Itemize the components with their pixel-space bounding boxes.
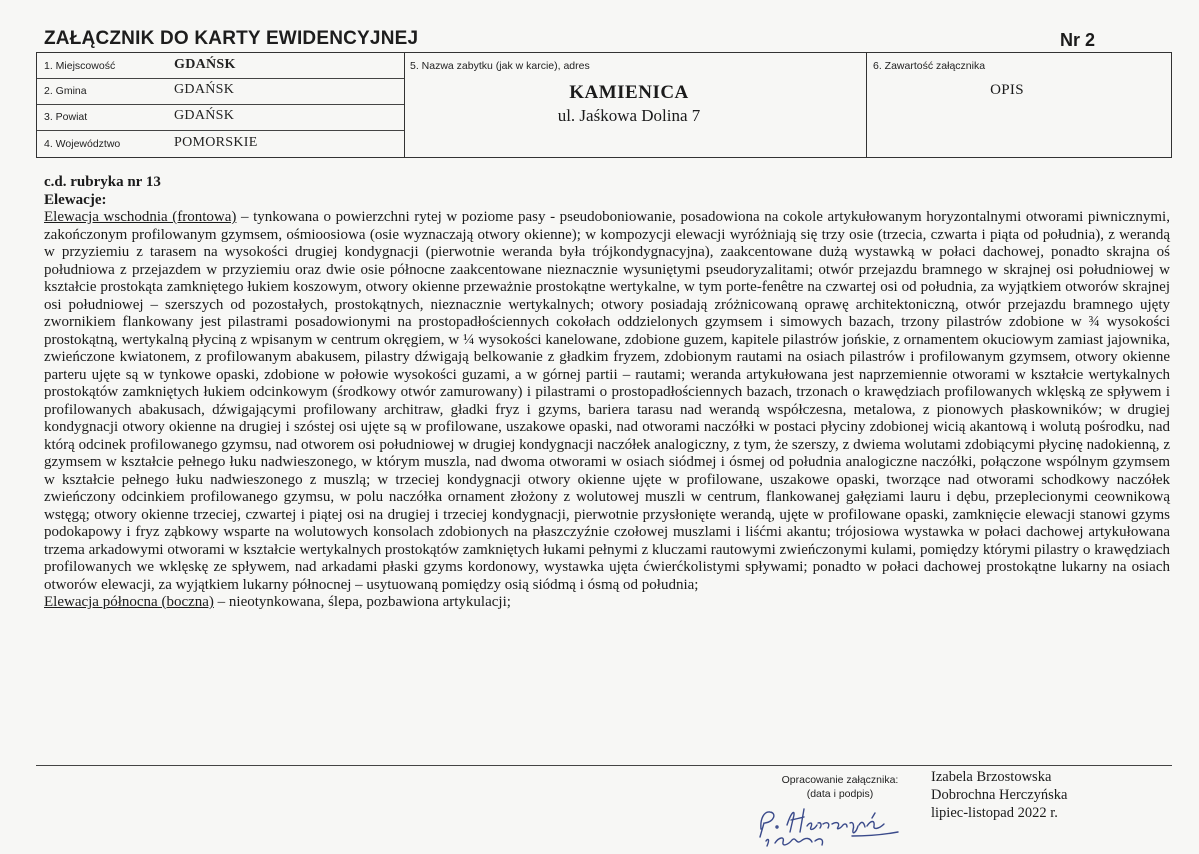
rubric-heading: c.d. rubryka nr 13 bbox=[44, 174, 161, 190]
north-elevation-paragraph bbox=[44, 594, 1170, 612]
gmina-value: GDAŃSK bbox=[174, 82, 235, 97]
east-elevation-paragraph bbox=[44, 209, 1170, 594]
nazwa-label: 5. Nazwa zabytku (jak w karcie), adres bbox=[410, 60, 590, 72]
powiat-value: GDAŃSK bbox=[174, 108, 235, 123]
handwritten-signature bbox=[752, 805, 917, 850]
author-name-1: Izabela Brzostowska bbox=[931, 769, 1052, 785]
east-elevation-text: – tynkowana o powierzchni rytej w poziome pasy - pseudoboniowanie, posadowiona na cokole artykułowanym horyzontalnymi otworami piwnicznymi, zakończonym profilowanym gzymsem, ośmioosiowa (osie wyznaczają otwory okienne); w kompozycji elewacji wyróżniają się trzy osie (trzecia, czwarta i piąta od południa), z werandą w przyziemiu z tarasem na wysokości drugiej kondygnacji (pierwotnie weranda była trójkondygnacyjna), zaakcentowane dużą wystawką w połaci dachowej, ponadto skrajna oś południowa z przejazdem w przyziemiu oraz dwie osie północne zaakcentowane nieznacznie wysuniętymi pseudoryzalitami; otwór przejazdu bramnego w skrajnej osi południowej w kształcie prostokąta zamkniętego łukiem koszowym, otwory okienne przeważnie prostokątne wertykalne, w tym porte-fenêtre na czwartej osi od południa, za wyjątkiem otworów skrajnej osi południowej – szerszych od pozostałych, prostokątnych, nieznacznie wertykalnych; otwory posiadają zróżnicowaną oprawę architektoniczną, otwór przejazdu bramnego ujęty zwornikiem flankowany jest pilastrami posadowionymi na prostopadłościennych cokołach oddzielonych gzymsem i simowych bazach, trzony pilastrów zdobione w ¾ wysokości prostokątną, wertykalną płyciną z wpisanym w centrum okręgiem, w ¼ wysokości kanelowane, zdobione guzem, kapitele pilastrów jońskie, z ornamentem okuciowym zamiast jajownika, zwieńczone kwiatonem, z profilowanym abakusem, pilastry dźwigają belkowanie z gładkim fryzem, zdobionym rautami na osiach pilastrów i profilowanym gzymsem, otwory okienne parteru ujęte są w tynkowe opaski, zdobione w połowie wysokości guzami, a w górnej partii – rautami; weranda artykułowana jest naprzemiennie otworami w kształcie wertykalnych prostokątów zamkniętych łukiem odcinkowym (środkowy otwór zamurowany) i pilastrami o prostopadłościennych bazach, trzonach o krawędziach profilowanych wklęską ze spływem i profilowanych abakusach, dźwigającymi profilowany architraw, gładki fryz i gzyms, bariera tarasu nad werandą współczesna, metalowa, z pionowych płaskowników; w drugiej kondygnacji otwory okienne na drugiej i szóstej osi ujęte są w profilowane, uszakowe opaski, nad otworami naczółki w postaci płyciny zdobionej wicią akantową i wolutą pośrodku, nad którą odcinek profilowanego gzymsu, nad otworem osi południowej w drugiej kondygnacji naczółek analogiczny, z tym, że szerszy, z dwiema wolutami zdobiącymi płycinę nadokienną, z gzymsem w kształcie pełnego łuku nadwieszonego, w którym muszla, nad dwoma otworami w osiach siódmej i ósmej od południa analogiczne naczółki, połączone wspólnym gzymsem w kształcie pełnego łuku nadwieszonego z muszlą; w trzeciej kondygnacji otwory okienne ujęte w profilowane, uszakowe opaski, tworzące nad otworami schodkowy naczółek zwieńczony odcinkiem profilowanego gzymsu, w polu naczółka ornament złożony z wolutowej muszli w centrum, flankowanej gałęziami lauru i dębu, przeplecionymi ceownikową wstęgą; otwory okienne trzeciej, czwartej i piątej osi na drugiej i trzeciej kondygnacji, pierwotnie przysłonięte werandą, ujęte w profilowane opaski, zamknięcie elewacji stanowi gzyms podokapowy i fryz ząbkowy wsparte na wolutowych konsolach zdobionych na płaszczyźnie czołowej muszlami i liśćmi akantu; trójosiowa wystawka w połaci dachowej artykułowana trzema arkadowymi otworami w kształcie wertykalnych prostokątów zamkniętych łukami pełnymi z kluczami rautowymi zwieńczonymi kulami, pomiędzy którymi pilastry o krawędziach profilowanych we wklęskę ze spływem, nad arkadami płaski gzyms kordonowy, wystawka ujęta ćwierćkolistymi spływami; ponadto w połaci dachowej prostokątne lukarny na osiach otworów elewacji, za wyjątkiem lukarny północnej – usytuowaną pomiędzy osią siódmą i ósmą od południa; bbox=[44, 209, 1170, 593]
section-heading: Elewacje: bbox=[44, 191, 107, 208]
preparation-date: lipiec-listopad 2022 r. bbox=[931, 805, 1058, 821]
north-elevation-text: – nieotynkowana, ślepa, pozbawiona artykulacji; bbox=[213, 594, 511, 610]
east-elevation-heading: Elewacja wschodnia (frontowa) bbox=[44, 209, 237, 225]
metadata-table bbox=[36, 52, 1172, 158]
row-divider bbox=[37, 78, 404, 79]
row-divider bbox=[37, 130, 404, 131]
document-title: ZAŁĄCZNIK DO KARTY EWIDENCYJNEJ bbox=[44, 28, 419, 49]
gmina-label: 2. Gmina bbox=[44, 85, 87, 97]
prepared-by-details bbox=[931, 768, 1067, 822]
zawartosc-label: 6. Zawartość załącznika bbox=[873, 60, 986, 72]
monument-address: ul. Jaśkowa Dolina 7 bbox=[557, 106, 701, 125]
column-divider bbox=[866, 53, 867, 157]
author-name-2: Dobrochna Herczyńska bbox=[931, 787, 1068, 803]
description-body bbox=[44, 174, 1170, 612]
prepared-by-label-line2: (data i podpis) bbox=[806, 788, 874, 800]
attachment-number: Nr 2 bbox=[1060, 30, 1096, 50]
zawartosc-value: OPIS bbox=[990, 82, 1024, 98]
footer-divider bbox=[36, 765, 1172, 766]
column-divider bbox=[404, 53, 405, 157]
north-elevation-heading: Elewacja północna (boczna) bbox=[44, 594, 214, 610]
prepared-by-label bbox=[760, 773, 920, 801]
prepared-by-label-line1: Opracowanie załącznika: bbox=[781, 774, 899, 786]
wojewodztwo-label: 4. Województwo bbox=[44, 138, 121, 150]
row-divider bbox=[37, 104, 404, 105]
wojewodztwo-value: POMORSKIE bbox=[174, 135, 258, 150]
miejscowosc-value: GDAŃSK bbox=[174, 57, 236, 72]
miejscowosc-label: 1. Miejscowość bbox=[44, 60, 116, 72]
powiat-label: 3. Powiat bbox=[44, 111, 88, 123]
monument-name: KAMIENICA bbox=[569, 82, 689, 103]
